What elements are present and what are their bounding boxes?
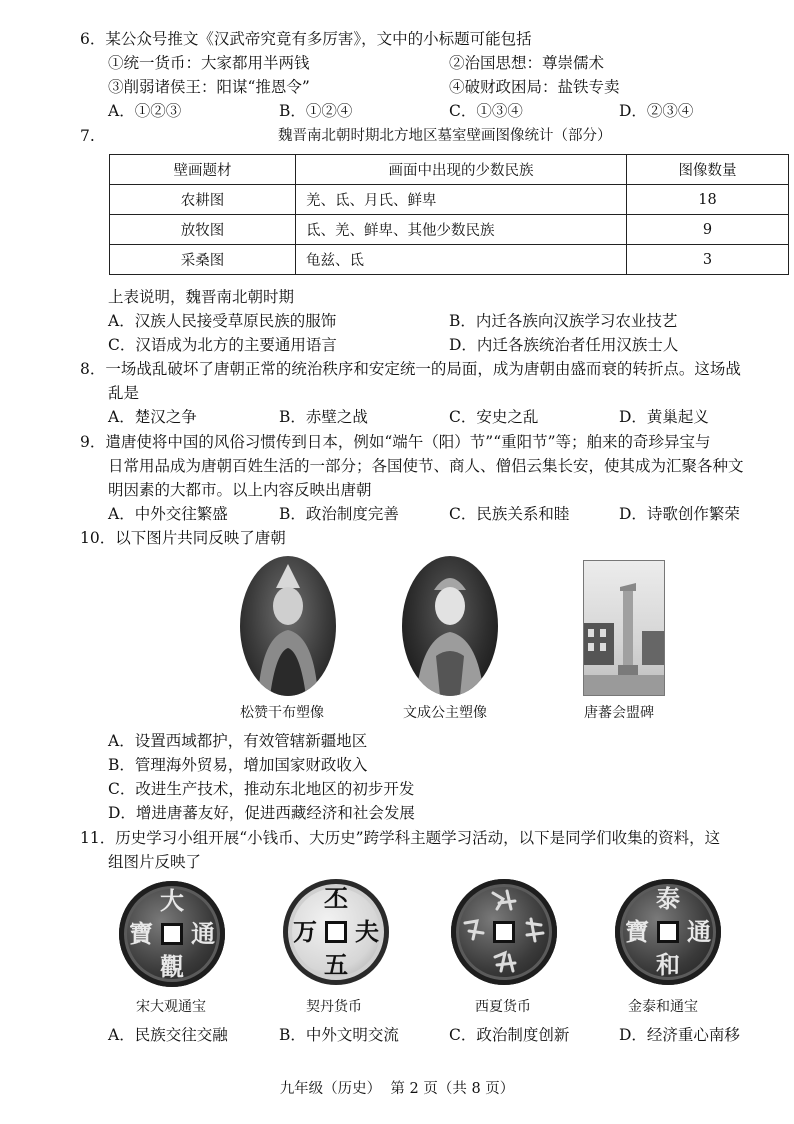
coin-char: 大 [160, 886, 184, 915]
q6-option-a: A．①②③ [108, 102, 182, 120]
q10-option-a: A．设置西域都护，有效管辖新疆地区 [108, 732, 368, 750]
q6-item-4: ④破财政困局：盐铁专卖 [449, 78, 620, 96]
q9-stem-line3: 明因素的大都市。以上内容反映出唐朝 [108, 481, 372, 499]
q6-option-c: C．①③④ [449, 102, 523, 120]
q7-option-b: B．内迁各族向汉族学习农业技艺 [449, 312, 678, 330]
q7-number: 7. [80, 127, 95, 145]
tang-tibet-alliance-stele-photo [583, 560, 665, 696]
q11-option-d: D．经济重心南移 [619, 1026, 740, 1044]
princess-wencheng-statue-photo [402, 556, 498, 696]
table-cell: 采桑图 [110, 245, 296, 275]
caption-song-coin: 宋大观通宝 [136, 999, 206, 1015]
q6-option-d: D．②③④ [619, 102, 694, 120]
khitan-coin-image [283, 879, 389, 985]
q9-option-d: D．诗歌创作繁荣 [619, 505, 740, 523]
table-cell: 9 [627, 215, 789, 245]
caption-western-xia-coin: 西夏货币 [475, 999, 531, 1015]
table-row [110, 185, 789, 215]
q11-stem-line2: 组图片反映了 [108, 853, 202, 871]
q9-stem-line2: 日常用品成为唐朝百姓生活的一部分；各国使节、商人、僧侣云集长安，使其成为汇聚各种文 [108, 457, 744, 475]
coin-char: 泰 [656, 884, 680, 913]
caption-songtsen-gampo: 松赞干布塑像 [240, 705, 324, 721]
table-header-row [110, 155, 789, 185]
q10-option-c: C．改进生产技术，推动东北地区的初步开发 [108, 780, 415, 798]
coin-char: 寶 [625, 917, 649, 946]
coin-char: 寶 [129, 919, 153, 948]
q6-item-1: ①统一货币：大家都用半两钱 [108, 54, 310, 72]
q9-option-c: C．民族关系和睦 [449, 505, 570, 523]
q9-option-a: A．中外交往繁盛 [108, 505, 228, 523]
table-header: 壁画题材 [110, 155, 296, 185]
coin-char: 万 [293, 917, 317, 946]
q7-option-a: A．汉族人民接受草原民族的服饰 [108, 312, 337, 330]
coin-char: 五 [324, 950, 348, 979]
q8-option-b: B．赤壁之战 [279, 408, 368, 426]
q6-item-2: ②治国思想：尊崇儒术 [449, 54, 605, 72]
table-row [110, 215, 789, 245]
q10-stem: 10．以下图片共同反映了唐朝 [80, 529, 286, 547]
table-header: 图像数量 [627, 155, 789, 185]
q7-table [109, 154, 789, 275]
coin-char [521, 918, 549, 946]
q9-option-b: B．政治制度完善 [279, 505, 399, 523]
table-row [110, 245, 789, 275]
q6-option-b: B．①②④ [279, 102, 353, 120]
caption-khitan-coin: 契丹货币 [306, 999, 362, 1015]
q7-option-c: C．汉语成为北方的主要通用语言 [108, 336, 337, 354]
table-cell: 放牧图 [110, 215, 296, 245]
page-footer: 九年级（历史） 第 2 页（共 8 页） [279, 1081, 515, 1097]
coin-char: 丕 [324, 884, 348, 913]
caption-princess-wencheng: 文成公主塑像 [403, 705, 487, 721]
q11-option-b: B．中外文明交流 [279, 1026, 399, 1044]
coin-char [459, 918, 487, 946]
q11-stem-line1: 11．历史学习小组开展“小钱币、大历史”跨学科主题学习活动，以下是同学们收集的资料，这 [80, 829, 721, 847]
caption-jin-coin: 金泰和通宝 [628, 999, 698, 1015]
songtsen-gampo-statue-photo [240, 556, 336, 696]
q6-stem: 6．某公众号推文《汉武帝究竟有多厉害》，文中的小标题可能包括 [80, 30, 532, 48]
q7-lead: 上表说明，魏晋南北朝时期 [108, 288, 295, 306]
coin-char [490, 885, 518, 913]
table-cell: 3 [627, 245, 789, 275]
q7-option-d: D．内迁各族统治者任用汉族士人 [449, 336, 679, 354]
table-cell: 龟兹、氐 [296, 245, 627, 275]
q8-option-c: C．安史之乱 [449, 408, 539, 426]
jin-taihe-coin-image [615, 879, 721, 985]
q8-stem-line1: 8．一场战乱破坏了唐朝正常的统治秩序和安定统一的局面，成为唐朝由盛而衰的转折点。这场战 [80, 360, 741, 378]
coin-char [490, 951, 518, 979]
q9-stem-line1: 9．遣唐使将中国的风俗习惯传到日本，例如“端午（阳）节”“重阳节”等；舶来的奇珍异宝与 [80, 433, 711, 451]
q8-stem-line2: 乱是 [108, 384, 140, 402]
q11-option-a: A．民族交往交融 [108, 1026, 228, 1044]
q10-option-d: D．增进唐蕃友好，促进西藏经济和社会发展 [108, 804, 415, 822]
coin-char: 夫 [355, 917, 379, 946]
caption-alliance-stele: 唐蕃会盟碑 [584, 705, 654, 721]
q6-item-3: ③削弱诸侯王：阳谋“推恩令” [108, 78, 310, 96]
table-cell: 农耕图 [110, 185, 296, 215]
q11-option-c: C．政治制度创新 [449, 1026, 570, 1044]
table-cell: 18 [627, 185, 789, 215]
q10-option-b: B．管理海外贸易，增加国家财政收入 [108, 756, 368, 774]
q8-option-d: D．黄巢起义 [619, 408, 709, 426]
coin-char: 觀 [160, 952, 184, 981]
table-header: 画面中出现的少数民族 [296, 155, 627, 185]
song-daguan-coin-image [119, 881, 225, 987]
q7-table-title: 魏晋南北朝时期北方地区墓室壁画图像统计（部分） [278, 128, 612, 144]
coin-char: 和 [656, 950, 680, 979]
table-cell: 羌、氐、月氏、鲜卑 [296, 185, 627, 215]
western-xia-coin-image [451, 879, 557, 985]
coin-char: 通 [191, 919, 215, 948]
q8-option-a: A．楚汉之争 [108, 408, 197, 426]
coin-char: 通 [687, 917, 711, 946]
table-cell: 氐、羌、鲜卑、其他少数民族 [296, 215, 627, 245]
